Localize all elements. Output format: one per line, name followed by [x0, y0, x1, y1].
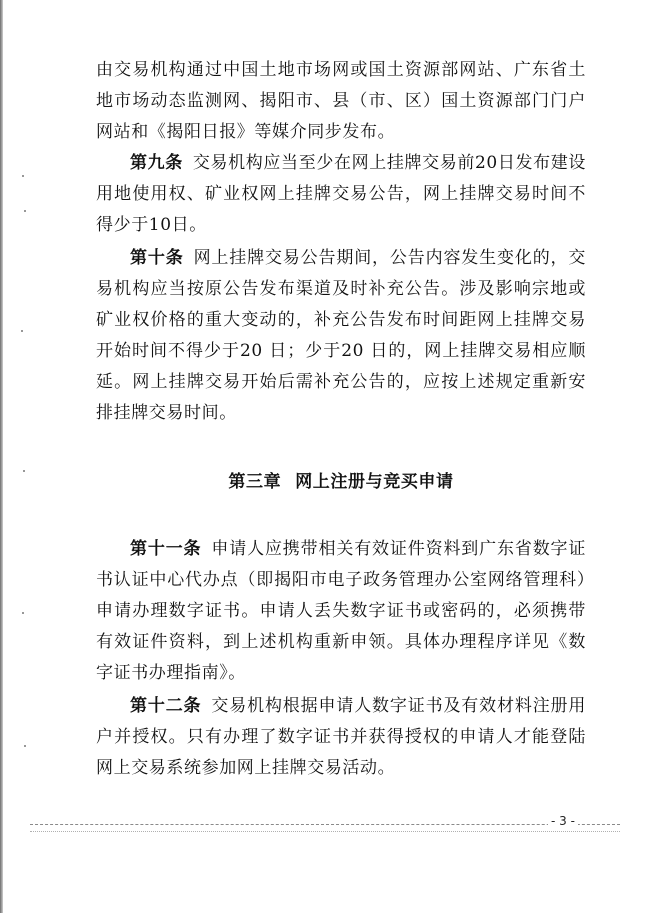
chapter-number: 第三章	[228, 472, 282, 492]
article-heading: 第十条	[130, 248, 184, 268]
article-10	[96, 243, 586, 429]
scan-edge	[0, 0, 3, 913]
document-page	[96, 55, 586, 784]
article-11	[96, 534, 586, 689]
paragraph-text: 交易机构根据申请人数字证书及有效材料注册用户并授权。只有办理了数字证书并获得授权的申请人才能登陆网上交易系统参加网上挂牌交易活动。	[96, 696, 586, 778]
article-heading: 第九条	[130, 153, 183, 173]
paragraph-continuation	[96, 55, 586, 148]
page-number: - 3 -	[548, 814, 578, 828]
article-12	[96, 691, 586, 784]
chapter-heading	[96, 470, 586, 494]
paragraph-text: 网上挂牌交易公告期间，公告内容发生变化的，交易机构应当按原公告发布渠道及时补充公告。涉及影响宗地或矿业权价格的重大变动的，补充公告发布时间距网上挂牌交易开始时间不得少于20 日；少于20 日的，网上挂牌交易相应顺延。网上挂牌交易开始后需补充公告的，应按上述规定重新安排挂牌交易时间。	[96, 248, 586, 423]
article-9	[96, 148, 586, 241]
footer-rule	[30, 824, 620, 825]
footer-rule-secondary	[30, 831, 620, 832]
article-heading: 第十一条	[130, 539, 202, 559]
paragraph-text: 交易机构应当至少在网上挂牌交易前20日发布建设用地使用权、矿业权网上挂牌交易公告，网上挂牌交易时间不得少于10日。	[96, 153, 586, 235]
paragraph-text: 由交易机构通过中国土地市场网或国土资源部网站、广东省土地市场动态监测网、揭阳市、县（市、区）国土资源部门门户网站和《揭阳日报》等媒介同步发布。	[96, 60, 586, 142]
scan-margin-specks	[18, 0, 48, 913]
paragraph-text: 申请人应携带相关有效证件资料到广东省数字证书认证中心代办点（即揭阳市电子政务管理办公室网络管理科）申请办理数字证书。申请人丢失数字证书或密码的，必须携带有效证件资料，到上述机构重新申领。具体办理程序详见《数字证书办理指南》。	[96, 539, 586, 683]
article-heading: 第十二条	[130, 696, 202, 716]
chapter-title: 网上注册与竞买申请	[295, 472, 454, 492]
